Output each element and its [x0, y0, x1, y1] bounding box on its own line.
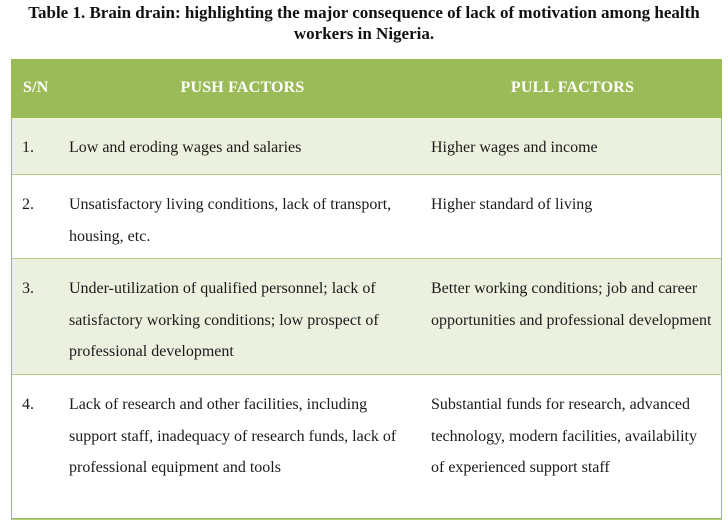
row-push-factor: Unsatisfactory living conditions, lack of transport, housing, etc.	[69, 196, 392, 245]
table-row	[11, 259, 722, 375]
table-caption	[0, 2, 728, 44]
header-push-factors: PUSH FACTORS	[62, 59, 423, 118]
row-push-factor: Low and eroding wages and salaries	[69, 139, 302, 156]
row-push-factor: Under-utilization of qualified personnel; lack of satisfactory working conditions; low prospect of professional development	[69, 280, 379, 360]
table-header-row	[11, 59, 722, 118]
row-sn: 1.	[22, 139, 34, 156]
row-pull-factor: Substantial funds for research, advanced technology, modern facilities, availability of experienced support staff	[431, 396, 697, 476]
table-row	[11, 175, 722, 259]
header-pull-factors: PULL FACTORS	[423, 59, 722, 118]
brain-drain-table	[11, 59, 722, 520]
row-sn: 4.	[22, 396, 34, 413]
row-push-factor: Lack of research and other facilities, including support staff, inadequacy of research funds, lack of professional equipment and tools	[69, 396, 397, 476]
caption-line-1: Table 1. Brain drain: highlighting the major consequence of lack of motivation among health	[28, 3, 700, 22]
row-pull-factor: Better working conditions; job and career opportunities and professional development	[431, 280, 712, 329]
table-row	[11, 375, 722, 520]
header-sn: S/N	[11, 59, 62, 118]
row-pull-factor: Higher standard of living	[431, 196, 593, 213]
caption-line-2: workers in Nigeria.	[293, 24, 435, 43]
row-sn: 2.	[22, 196, 34, 213]
row-sn: 3.	[22, 280, 34, 297]
row-pull-factor: Higher wages and income	[431, 139, 598, 156]
table-row	[11, 118, 722, 175]
